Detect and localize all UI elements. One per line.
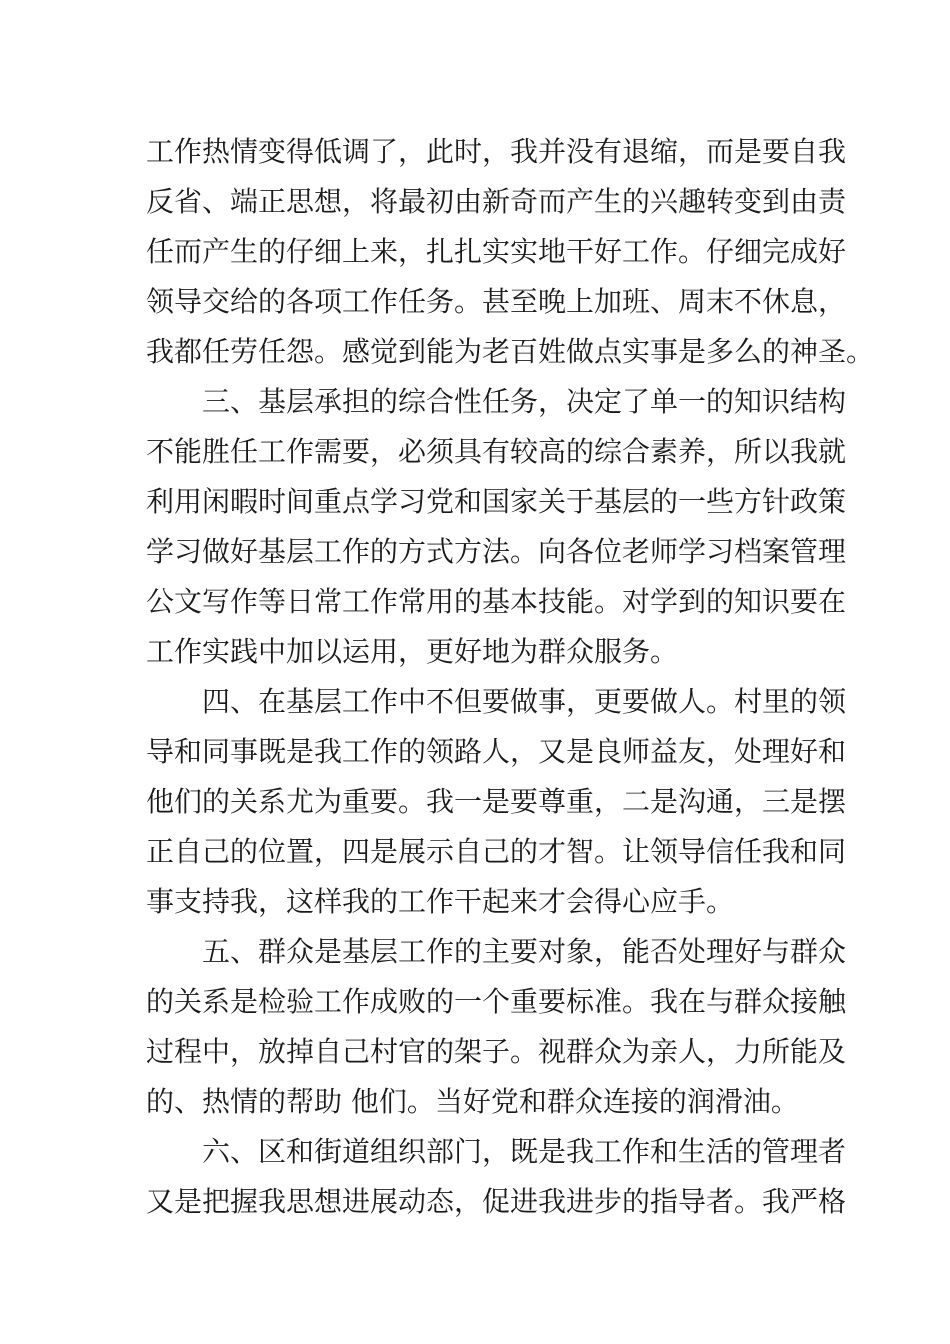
text-line: 我都任劳任怨。感觉到能为老百姓做点实事是多么的神圣。 [146,335,875,368]
document-body [146,127,875,1227]
paragraph-start-line: 六、区和街道组织部门，既是我工作和生活的管理者 [202,1135,847,1168]
text-line: 的、热情的帮助 他们。当好党和群众连接的润滑油。 [146,1085,799,1118]
paragraph-start-line: 五、群众是基层工作的主要对象，能否处理好与群众 [202,935,847,968]
text-line: 工作实践中加以运用，更好地为群众服务。 [146,635,679,668]
text-line: 的关系是检验工作成败的一个重要标准。我在与群众接触 [146,985,847,1018]
text-line: 不能胜任工作需要，必须具有较高的综合素养，所以我就 [146,435,847,468]
text-line: 工作热情变得低调了，此时，我并没有退缩，而是要自我 [146,135,847,168]
text-line: 反省、端正思想，将最初由新奇而产生的兴趣转变到由责 [146,185,847,218]
text-line: 任而产生的仔细上来，扎扎实实地干好工作。仔细完成好 [146,235,847,268]
text-line: 公文写作等日常工作常用的基本技能。对学到的知识要在 [146,585,847,618]
text-line: 导和同事既是我工作的领路人，又是良师益友，处理好和 [146,735,847,768]
text-line: 过程中，放掉自己村官的架子。视群众为亲人，力所能及 [146,1035,847,1068]
text-line: 正自己的位置，四是展示自己的才智。让领导信任我和同 [146,835,847,868]
text-line: 事支持我，这样我的工作干起来才会得心应手。 [146,885,735,918]
text-line: 学习做好基层工作的方式方法。向各位老师学习档案管理 [146,535,847,568]
text-line: 又是把握我思想进展动态，促进我进步的指导者。我严格 [146,1185,847,1218]
paragraph-start-line: 三、基层承担的综合性任务，决定了单一的知识结构 [202,385,847,418]
paragraph-start-line: 四、在基层工作中不但要做事，更要做人。村里的领 [202,685,847,718]
text-line: 利用闲暇时间重点学习党和国家关于基层的一些方针政策 [146,485,847,518]
text-line: 领导交给的各项工作任务。甚至晚上加班、周末不休息， [146,285,847,318]
text-line: 他们的关系尤为重要。我一是要尊重，二是沟通，三是摆 [146,785,847,818]
